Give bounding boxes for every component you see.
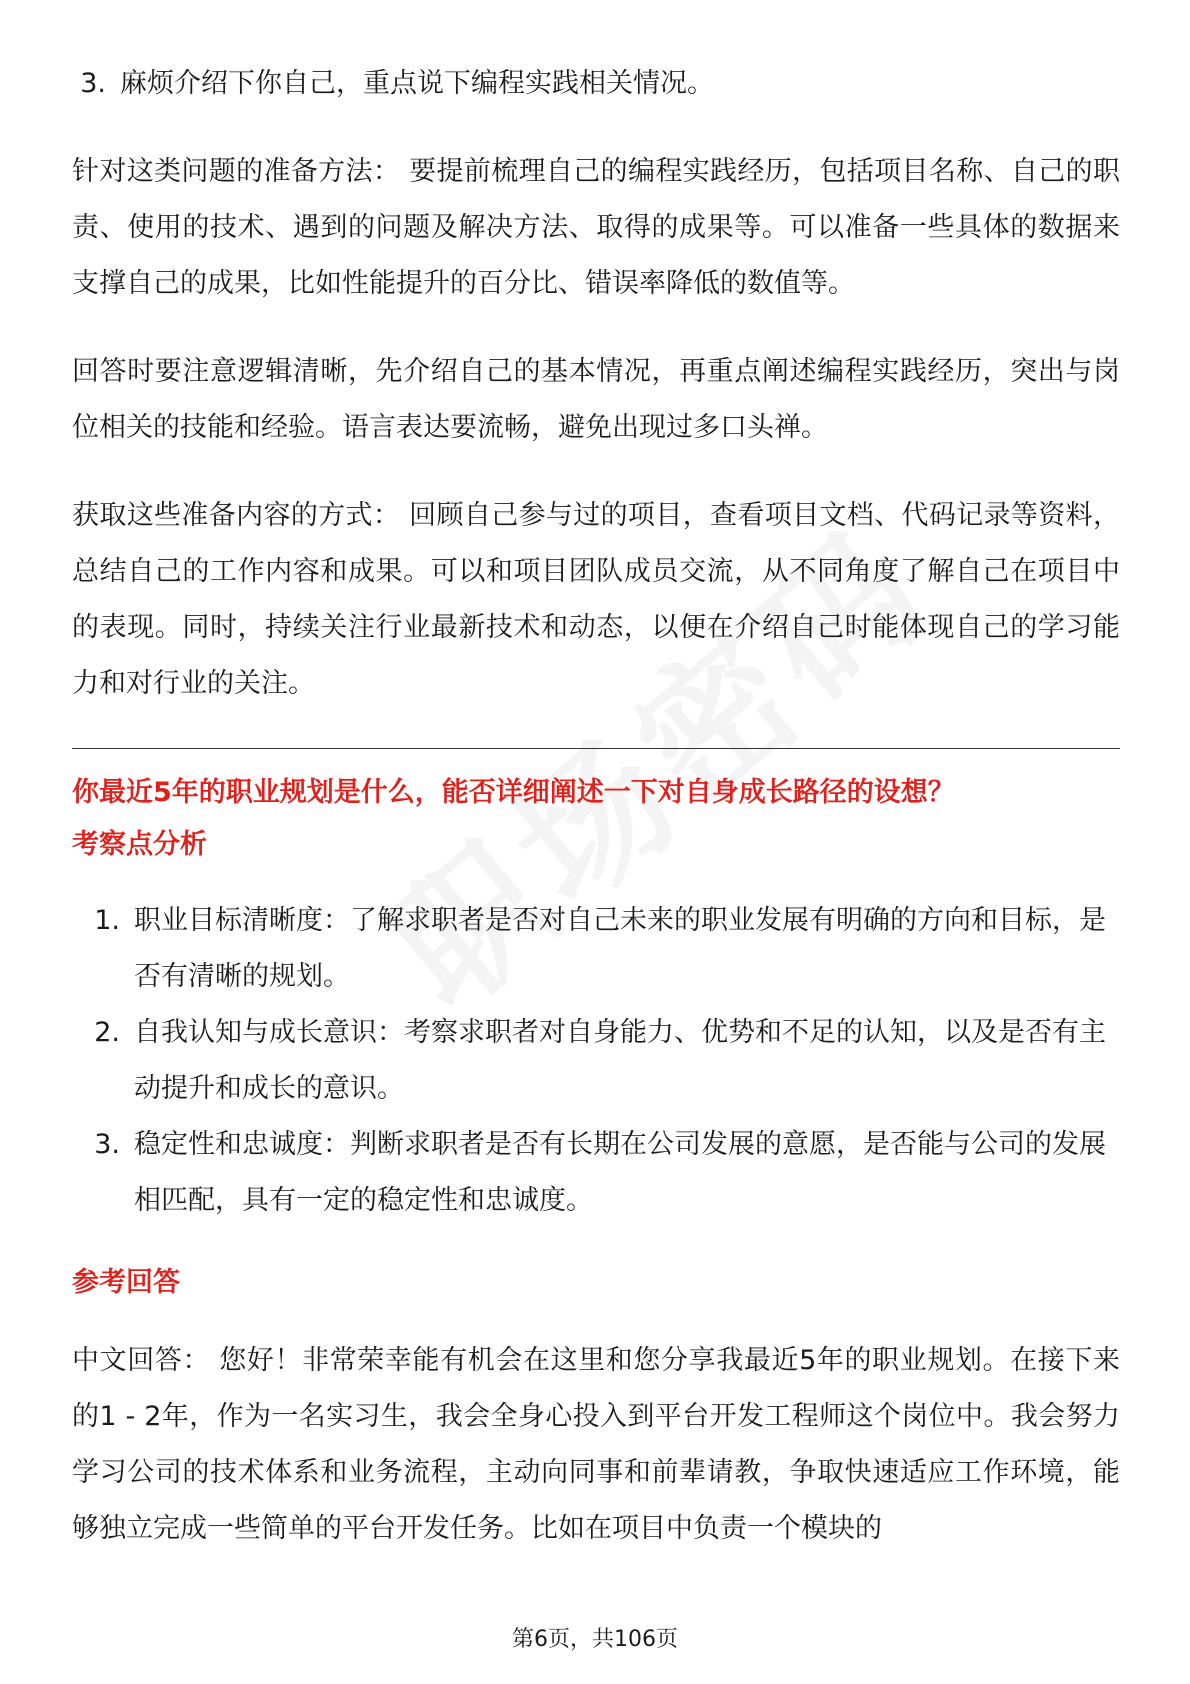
analysis-list	[72, 893, 1120, 1229]
paragraph-answer-tips: 回答时要注意逻辑清晰，先介绍自己的基本情况，再重点阐述编程实践经历，突出与岗位相关的技能和经验。语言表达要流畅，避免出现过多口头禅。	[72, 356, 1120, 443]
list-number: 3.	[80, 68, 106, 99]
list-text: 麻烦介绍下你自己，重点说下编程实践相关情况。	[120, 68, 714, 99]
list-number: 3.	[94, 1129, 120, 1160]
top-list-item	[72, 56, 1120, 112]
list-text: 稳定性和忠诚度：判断求职者是否有长期在公司发展的意愿，是否能与公司的发展相匹配，具有一定的稳定性和忠诚度。	[134, 1129, 1106, 1216]
list-text: 职业目标清晰度：了解求职者是否对自己未来的职业发展有明确的方向和目标，是否有清晰的规划。	[134, 905, 1106, 992]
list-number: 1.	[94, 905, 120, 936]
page-content	[72, 56, 1120, 1557]
paragraph-sources: 获取这些准备内容的方式： 回顾自己参与过的项目，查看项目文档、代码记录等资料，总结自己的工作内容和成果。可以和项目团队成员交流，从不同角度了解自己在项目中的表现。同时，持续关注行业最新技术和动态，以便在介绍自己时能体现自己的学习能力和对行业的关注。	[72, 500, 1120, 699]
analysis-heading: 考察点分析	[72, 829, 207, 860]
reference-heading: 参考回答	[72, 1267, 180, 1298]
list-text: 自我认知与成长意识：考察求职者对自身能力、优势和不足的认知，以及是否有主动提升和成长的意识。	[134, 1017, 1106, 1104]
analysis-item	[86, 893, 1120, 1005]
section-divider	[72, 748, 1120, 749]
paragraph-preparation: 针对这类问题的准备方法： 要提前梳理自己的编程实践经历，包括项目名称、自己的职责、使用的技术、遇到的问题及解决方法、取得的成果等。可以准备一些具体的数据来支撑自己的成果，比如性能提升的百分比、错误率降低的数值等。	[72, 156, 1120, 299]
answer-paragraph: 中文回答： 您好！非常荣幸能有机会在这里和您分享我最近5年的职业规划。在接下来的1 - 2年，作为一名实习生，我会全身心投入到平台开发工程师这个岗位中。我会努力学习公司的技术体系和业务流程，主动向同事和前辈请教，争取快速适应工作环境，能够独立完成一些简单的平台开发任务。比如在项目中负责一个模块的	[72, 1345, 1120, 1544]
question-title: 你最近5年的职业规划是什么，能否详细阐述一下对自身成长路径的设想？	[72, 777, 955, 808]
page-footer: 第6页，共106页	[512, 1627, 678, 1652]
analysis-item	[86, 1117, 1120, 1229]
analysis-item	[86, 1005, 1120, 1117]
list-number: 2.	[94, 1017, 120, 1048]
